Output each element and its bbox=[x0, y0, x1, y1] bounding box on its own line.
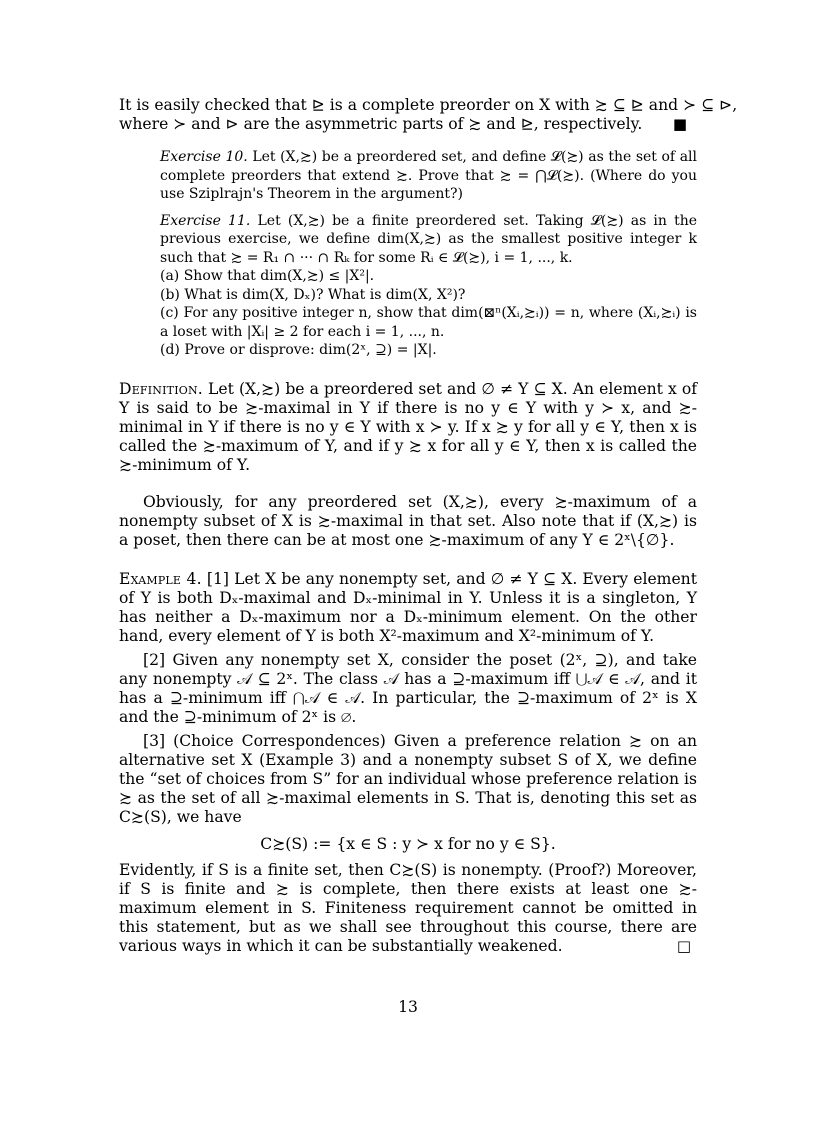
exercise-11 bbox=[119, 212, 697, 360]
text-span: where ≻ and ⊳ are the asymmetric parts of ≿ and ⊵, respectively. bbox=[119, 115, 643, 133]
page-body bbox=[119, 96, 738, 956]
exercise-intro bbox=[160, 212, 697, 268]
definition bbox=[119, 380, 697, 475]
exercise-text: Let (X,≿) be a preordered set, and define 𝓛(≿) as the set of all complete preorders that extend ≿. Prove that ≿ = ⋂𝓛(≿). (Where do you use Sziplrajn's Theorem in the argument?) bbox=[160, 149, 697, 202]
exercise-part-a: (a) Show that dim(X,≿) ≤ |X²|. bbox=[160, 268, 375, 284]
exercise-part-c: (c) For any positive integer n, show that dim(⊠ⁿ(Xᵢ,≿ᵢ)) = n, where (Xᵢ,≿ᵢ) is a loset with |Xᵢ| ≥ 2 for each i = 1, ..., n. bbox=[160, 305, 697, 340]
example-item-2: [2] Given any nonempty set X, consider the poset (2ˣ, ⊇), and take any nonempty 𝒜 ⊆ 2ˣ. The class 𝒜 has a ⊇-maximum iff ⋃𝒜 ∈ 𝒜, and it has a ⊇-minimum iff ⋂𝒜 ∈ 𝒜. In particular, the ⊇-maximum of 2ˣ is X and the ⊇-minimum of 2ˣ is ∅. bbox=[119, 650, 697, 726]
exercise-part-b: (b) What is dim(X, Dₓ)? What is dim(X, X²)? bbox=[160, 286, 466, 303]
remark-paragraph: Obviously, for any preordered set (X,≿), every ≿-maximum of a nonempty subset of X is ≿-maximal in that set. Also note that if (X,≿) is a poset, then there can be at most one ≿-maximum of any Y ∈ 2ˣ\{∅}. bbox=[119, 492, 697, 549]
text-line: It is easily checked that ⊵ is a complete preorder on X with ≿ ⊆ ⊵ and ≻ ⊆ ⊳, bbox=[119, 96, 738, 114]
definition-label: Definition. bbox=[119, 379, 203, 398]
exercise-label: Exercise 10. bbox=[160, 149, 248, 165]
text-line bbox=[119, 115, 697, 134]
display-equation: C≿(S) := {x ∈ S : y ≻ x for no y ∈ S}. bbox=[260, 834, 556, 853]
example-label: Example 4. bbox=[119, 569, 202, 588]
example-end-mark: □ bbox=[676, 936, 691, 955]
exercise-label: Exercise 11. bbox=[160, 212, 251, 229]
example-text: Evidently, if S is a finite set, then C≿(S) is nonempty. (Proof?) Moreover, if S is finite and ≿ is complete, then there exists at least one ≿-maximum element in S. Finiteness requirement cannot be omitted in this statement, but as we shall see throughout this course, there are various ways in which it can be substantially weakened. bbox=[119, 860, 697, 955]
example-4 bbox=[119, 570, 697, 956]
example-text: [1] Let X be any nonempty set, and ∅ ≠ Y ⊆ X. Every element of Y is both Dₓ-maximal and Dₓ-minimal in Y. Unless it is a singleton, Y has neither a Dₓ-maximum nor a Dₓ-minimum element. On the other hand, every element of Y is both X²-maximum and X²-minimum of Y. bbox=[119, 569, 697, 645]
exercise-10 bbox=[160, 148, 697, 204]
para-proof-end bbox=[119, 96, 738, 134]
page-number: 13 bbox=[398, 998, 418, 1016]
example-item-3: [3] (Choice Correspondences) Given a preference relation ≿ on an alternative set X (Example 3) and a nonempty subset S of X, we define the “set of choices from S” for an individual whose preference relation is ≿ as the set of all ≿-maximal elements in S. That is, denoting this set as C≿(S), we have bbox=[119, 731, 697, 826]
exercise-part-d: (d) Prove or disprove: dim(2ˣ, ⊇) = |X|. bbox=[160, 342, 437, 358]
exercise-text: Let (X,≿) be a finite preordered set. Taking 𝓛(≿) as in the previous exercise, we define dim(X,≿) as the smallest positive integer k such that ≿ = R₁ ∩ ··· ∩ Rₖ for some Rᵢ ∈ 𝓛(≿), i = 1, ..., k. bbox=[160, 212, 697, 266]
definition-text: Let (X,≿) be a preordered set and ∅ ≠ Y ⊆ X. An element x of Y is said to be ≿-maximal in Y if there is no y ∈ Y with y ≻ x, and ≿-minimal in Y if there is no y ∈ Y with x ≻ y. If x ≿ y for all y ∈ Y, then x is called the ≿-maximum of Y, and if y ≿ x for all y ∈ Y, then x is called the ≿-minimum of Y. bbox=[119, 379, 697, 474]
example-item-1 bbox=[119, 570, 697, 646]
proof-end-mark: ■ bbox=[672, 115, 687, 133]
example-closing bbox=[119, 861, 697, 956]
